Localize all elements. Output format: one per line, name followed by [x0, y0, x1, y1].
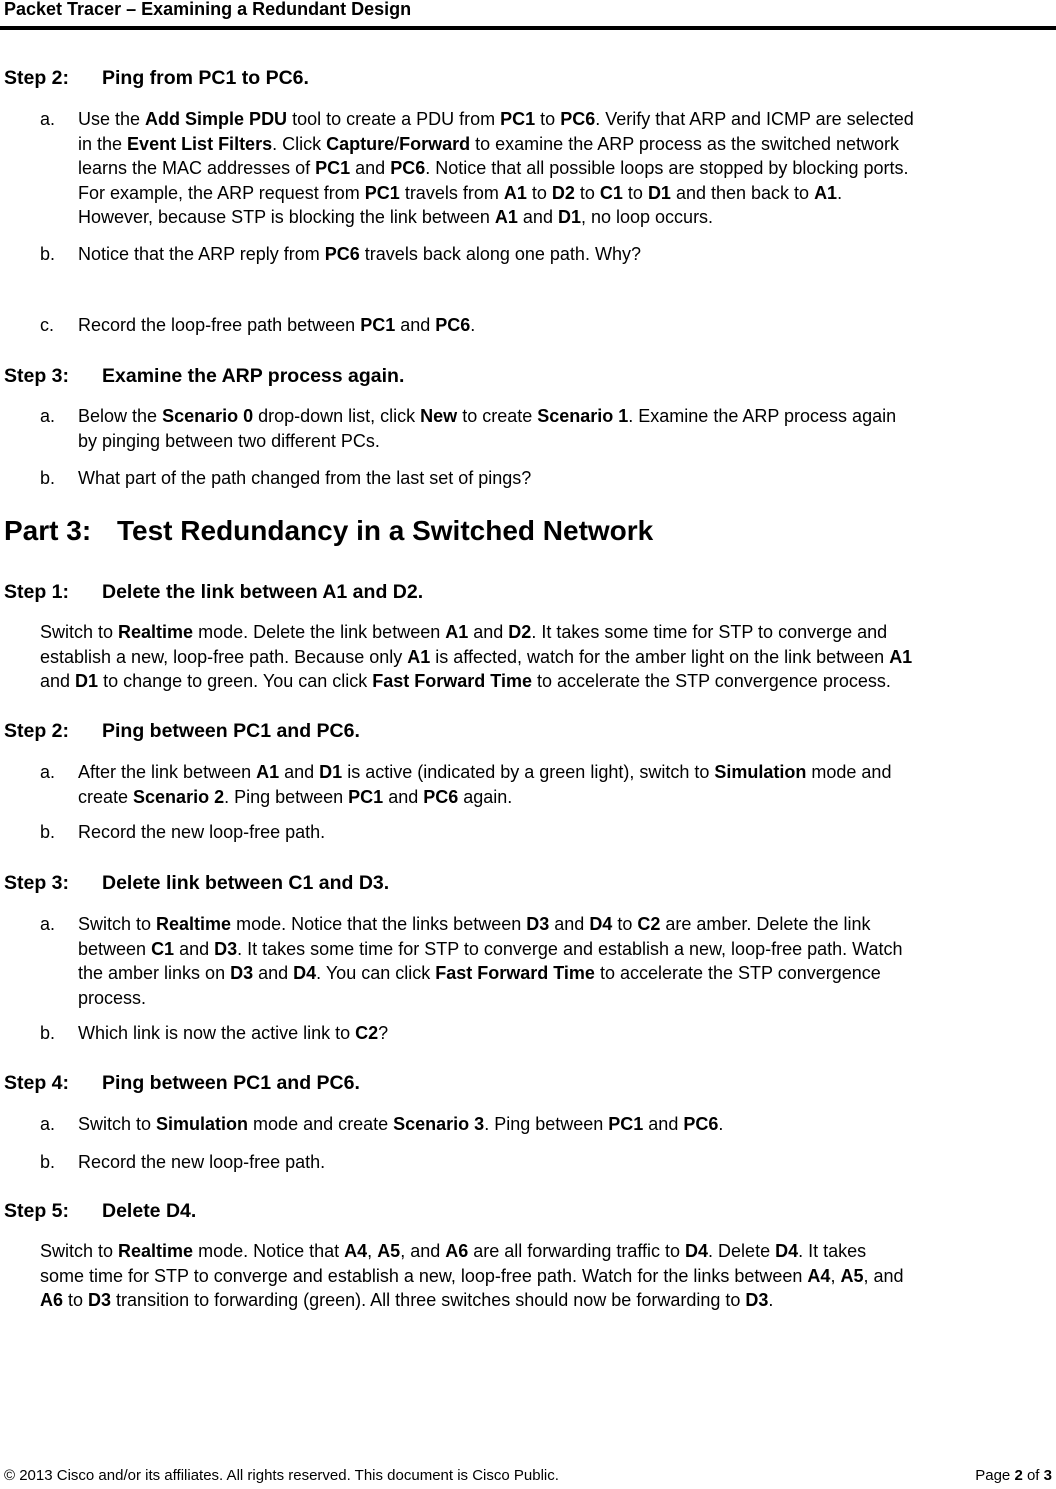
emphasis: Simulation — [156, 1114, 249, 1134]
emphasis: D3 — [526, 914, 550, 934]
emphasis: A1 — [407, 646, 431, 667]
emphasis: Simulation — [714, 762, 807, 782]
step-heading — [4, 364, 404, 388]
text-line: Switch to Simulation mode and create Scenario 3. Ping between PC1 and PC6. — [78, 1114, 724, 1134]
emphasis: D3 — [214, 938, 238, 959]
text-line: After the link between A1 and D1 is active (indicated by a green light), switch to Simulation mode and — [78, 762, 892, 782]
text-line: process. — [78, 987, 147, 1008]
list-item-text — [78, 107, 1052, 230]
emphasis: A1 — [445, 622, 469, 642]
list-marker: b. — [40, 822, 56, 842]
emphasis: A5 — [840, 1265, 864, 1286]
page-current: 2 — [1014, 1467, 1023, 1484]
emphasis: D3 — [745, 1290, 769, 1310]
emphasis: Realtime — [118, 622, 194, 642]
header-divider — [0, 26, 1056, 30]
emphasis: C1 — [151, 938, 175, 959]
list-item — [40, 912, 1052, 1010]
emphasis: Realtime — [118, 1241, 194, 1261]
emphasis: A1 — [494, 207, 518, 227]
emphasis: PC1 — [360, 315, 396, 335]
list-item — [40, 313, 1052, 338]
step-number: Step 3: — [4, 365, 70, 387]
paragraph — [40, 1239, 1052, 1313]
page-total: 3 — [1043, 1467, 1052, 1484]
copyright-notice: © 2013 Cisco and/or its affiliates. All rights reserved. This document is Cisco Public. — [4, 1467, 559, 1484]
text-line: Which link is now the active link to C2? — [78, 1023, 389, 1043]
emphasis: C2 — [355, 1023, 379, 1043]
emphasis: Fast Forward Time — [372, 671, 532, 691]
list-item-text — [78, 760, 1052, 809]
text-line: However, because STP is blocking the link between A1 and D1, no loop occurs. — [78, 207, 714, 227]
text-line: create Scenario 2. Ping between PC1 and PC6 again. — [78, 786, 513, 807]
list-marker: a. — [40, 914, 56, 934]
page-of: of — [1026, 1467, 1040, 1484]
list-marker: a. — [40, 109, 56, 129]
list-item — [40, 820, 1052, 845]
list-item — [40, 1150, 1052, 1175]
step-title: Delete D4. — [102, 1200, 197, 1222]
emphasis: A1 — [814, 182, 838, 203]
emphasis: Scenario 2 — [133, 786, 225, 807]
emphasis: D3 — [230, 963, 254, 983]
text-line: and D1 to change to green. You can click Fast Forward Time to accelerate the STP convergence process. — [40, 671, 891, 691]
emphasis: A4 — [807, 1265, 831, 1286]
list-item — [40, 404, 1052, 453]
text-line: by pinging between two different PCs. — [78, 430, 380, 451]
emphasis: A4 — [344, 1241, 368, 1261]
emphasis: D4 — [685, 1241, 709, 1261]
emphasis: PC1 — [500, 109, 536, 129]
step-title: Delete the link between A1 and D2. — [102, 581, 424, 603]
emphasis: PC1 — [315, 158, 351, 178]
emphasis: D2 — [508, 622, 532, 642]
list-item-text — [78, 242, 1052, 267]
emphasis: PC6 — [683, 1114, 719, 1134]
emphasis: Add Simple PDU — [145, 109, 288, 129]
text-line: between C1 and D3. It takes some time for STP to converge and establish a new, loop-free path. Watch — [78, 938, 903, 959]
part-title: Test Redundancy in a Switched Network — [117, 515, 654, 546]
text-line: Switch to Realtime mode. Notice that the links between D3 and D4 to C2 are amber. Delete the link — [78, 914, 871, 934]
step-title: Ping between PC1 and PC6. — [102, 720, 360, 742]
emphasis: A6 — [445, 1241, 469, 1261]
emphasis: PC6 — [423, 786, 459, 807]
emphasis: D4 — [293, 963, 317, 983]
emphasis: New — [420, 406, 458, 426]
text-line: Use the Add Simple PDU tool to create a PDU from PC1 to PC6. Verify that ARP and ICMP are selected — [78, 109, 914, 129]
text-line: in the Event List Filters. Click Capture/Forward to examine the ARP process as the switched network — [78, 133, 900, 154]
emphasis: Scenario 3 — [393, 1114, 485, 1134]
emphasis: PC1 — [348, 786, 384, 807]
text-line: some time for STP to converge and establish a new, loop-free path. Watch for the links between A4, A5, and — [40, 1265, 904, 1286]
text-line: For example, the ARP request from PC1 travels from A1 to D2 to C1 to D1 and then back to A1. — [78, 182, 843, 203]
list-item-text — [78, 1150, 1052, 1175]
list-marker: a. — [40, 762, 56, 782]
page-label: Page — [975, 1467, 1011, 1484]
emphasis: Scenario 1 — [537, 406, 629, 426]
list-item — [40, 1112, 1052, 1137]
emphasis: D2 — [551, 182, 575, 203]
emphasis: PC6 — [390, 158, 426, 178]
list-marker: b. — [40, 468, 56, 488]
step-number: Step 1: — [4, 581, 70, 603]
list-marker: b. — [40, 1023, 56, 1043]
emphasis: D1 — [319, 762, 343, 782]
step-number: Step 4: — [4, 1072, 70, 1094]
text-line: establish a new, loop-free path. Because only A1 is affected, watch for the amber light on the link between A1 — [40, 646, 913, 667]
emphasis: Event List Filters — [127, 133, 273, 154]
emphasis: D3 — [88, 1290, 112, 1310]
step-heading — [4, 1199, 196, 1223]
list-item — [40, 466, 1052, 491]
emphasis: D4 — [775, 1241, 799, 1261]
emphasis: PC1 — [608, 1114, 644, 1134]
page-number — [975, 1467, 1052, 1485]
list-item-text — [78, 404, 1052, 453]
step-number: Step 2: — [4, 720, 70, 742]
list-item-text — [78, 820, 1052, 845]
emphasis: Capture — [326, 133, 395, 154]
step-number: Step 2: — [4, 67, 70, 89]
text-line: Record the new loop-free path. — [78, 822, 326, 842]
emphasis: Forward — [399, 133, 471, 154]
step-heading — [4, 719, 360, 743]
emphasis: D1 — [557, 207, 581, 227]
emphasis: A1 — [256, 762, 280, 782]
list-item — [40, 760, 1052, 809]
step-title: Ping between PC1 and PC6. — [102, 1072, 360, 1094]
text-line: the amber links on D3 and D4. You can click Fast Forward Time to accelerate the STP convergence — [78, 963, 881, 983]
step-number: Step 3: — [4, 872, 70, 894]
emphasis: PC6 — [560, 109, 596, 129]
emphasis: PC6 — [324, 244, 360, 264]
emphasis: D4 — [589, 914, 613, 934]
step-title: Ping from PC1 to PC6. — [102, 67, 309, 89]
paragraph — [40, 620, 1052, 694]
emphasis: PC1 — [364, 182, 400, 203]
text-line: What part of the path changed from the last set of pings? — [78, 468, 532, 488]
list-marker: b. — [40, 244, 56, 264]
part-number: Part 3: — [4, 515, 92, 546]
step-heading — [4, 66, 309, 90]
list-item-text — [78, 1021, 1052, 1046]
step-heading — [4, 580, 423, 604]
emphasis: C2 — [637, 914, 661, 934]
text-line: Record the loop-free path between PC1 and PC6. — [78, 315, 476, 335]
emphasis: C1 — [599, 182, 623, 203]
emphasis: Fast Forward Time — [435, 963, 595, 983]
text-line: Below the Scenario 0 drop-down list, click New to create Scenario 1. Examine the ARP process again — [78, 406, 897, 426]
emphasis: D1 — [75, 671, 99, 691]
list-item-text — [78, 912, 1052, 1010]
list-item — [40, 242, 1052, 267]
step-heading — [4, 871, 389, 895]
document-title: Packet Tracer – Examining a Redundant Design — [4, 0, 412, 19]
list-item-text — [78, 313, 1052, 338]
step-heading — [4, 1071, 360, 1095]
list-marker: b. — [40, 1152, 56, 1172]
emphasis: Scenario 0 — [162, 406, 254, 426]
text-line: Switch to Realtime mode. Delete the link between A1 and D2. It takes some time for STP to converge and — [40, 622, 888, 642]
step-number: Step 5: — [4, 1200, 70, 1222]
list-marker: a. — [40, 406, 56, 426]
list-item — [40, 1021, 1052, 1046]
emphasis: A6 — [40, 1290, 64, 1310]
emphasis: A1 — [503, 182, 527, 203]
text-line: Notice that the ARP reply from PC6 travels back along one path. Why? — [78, 244, 641, 264]
emphasis: PC6 — [435, 315, 471, 335]
step-title: Examine the ARP process again. — [102, 365, 405, 387]
emphasis: A5 — [377, 1241, 401, 1261]
text-line: Record the new loop-free path. — [78, 1152, 326, 1172]
list-item-text — [78, 1112, 1052, 1137]
emphasis: A1 — [889, 646, 913, 667]
text-line: Switch to Realtime mode. Notice that A4, A5, and A6 are all forwarding traffic to D4. Delete D4. It takes — [40, 1241, 867, 1261]
part-heading — [4, 515, 653, 547]
text-line: learns the MAC addresses of PC1 and PC6. Notice that all possible loops are stopped by blocking ports. — [78, 158, 909, 178]
text-line: A6 to D3 transition to forwarding (green). All three switches should now be forwarding to D3. — [40, 1290, 774, 1310]
list-item — [40, 107, 1052, 230]
list-item-text — [78, 466, 1052, 491]
list-marker: c. — [40, 315, 55, 335]
step-title: Delete link between C1 and D3. — [102, 872, 390, 894]
emphasis: D1 — [647, 182, 671, 203]
list-marker: a. — [40, 1114, 56, 1134]
emphasis: Realtime — [156, 914, 232, 934]
